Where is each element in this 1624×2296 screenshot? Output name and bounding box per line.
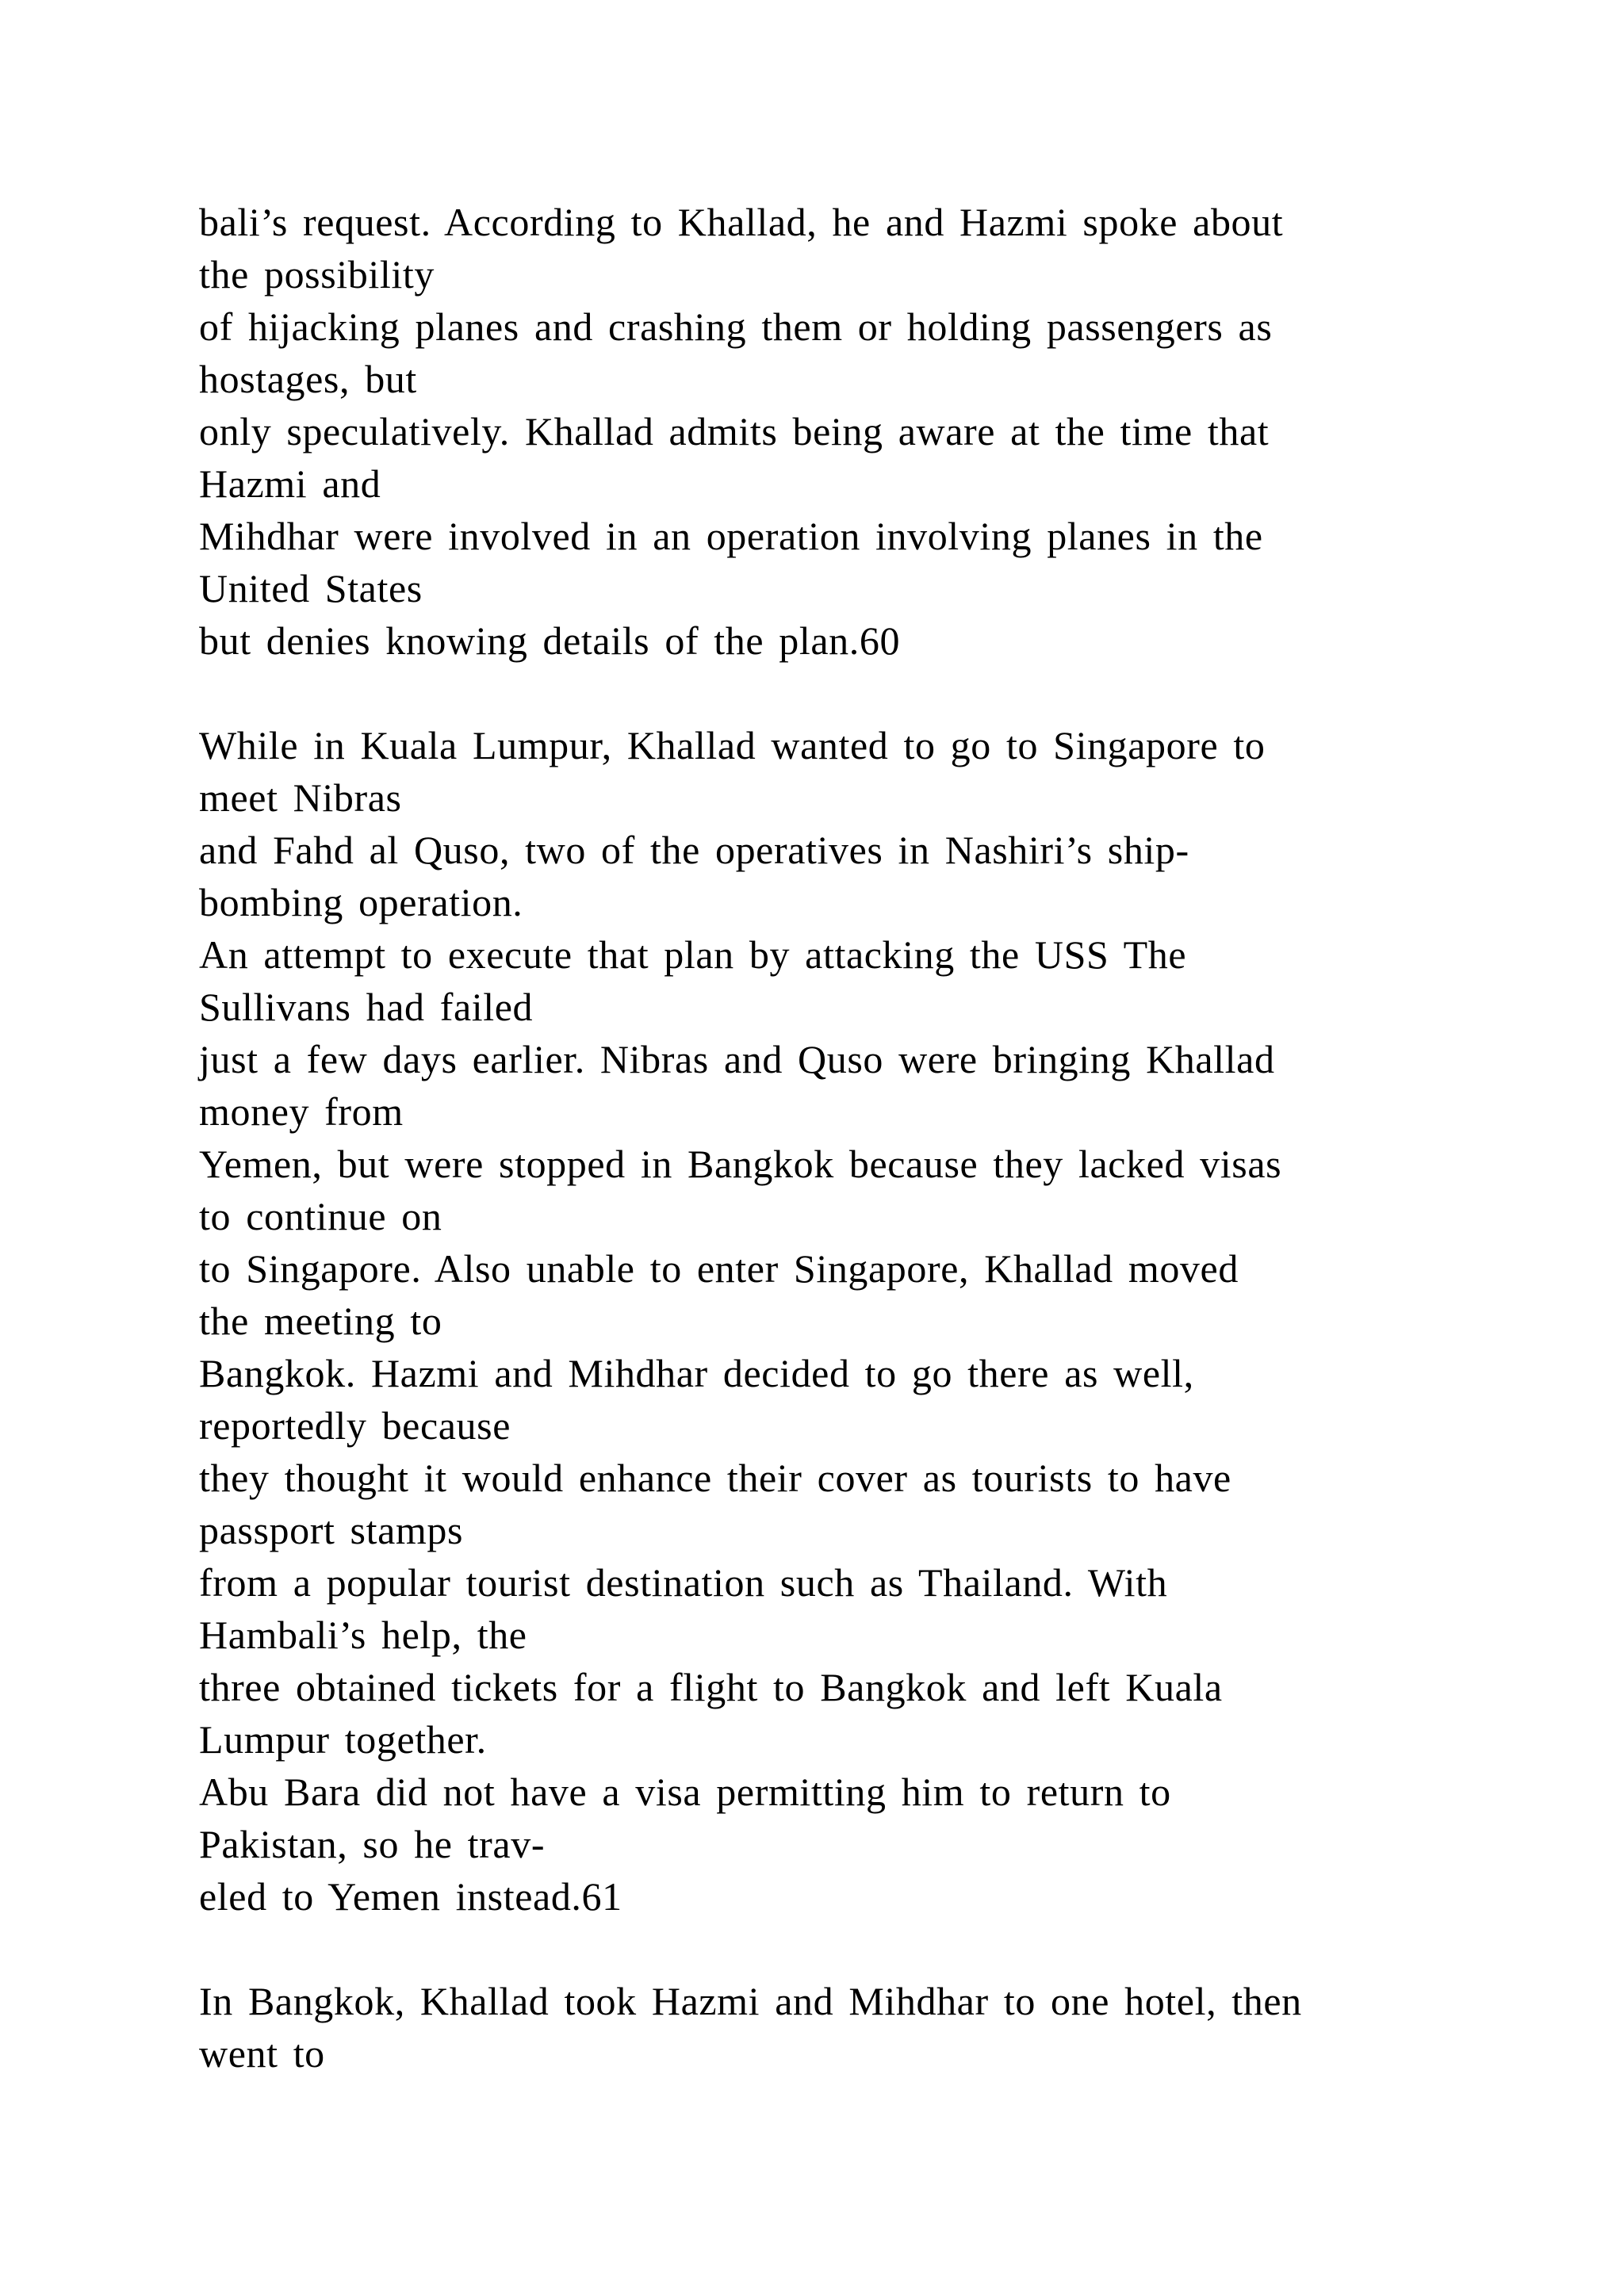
text-line: Pakistan, so he trav- xyxy=(199,1822,546,1866)
text-line: Hambali’s help, the xyxy=(199,1613,527,1657)
text-line: money from xyxy=(199,1089,404,1134)
text-line: three obtained tickets for a flight to Bangkok and left Kuala xyxy=(199,1665,1223,1709)
paragraph xyxy=(199,196,1515,667)
text-line: hostages, but xyxy=(199,357,417,401)
text-line: bombing operation. xyxy=(199,880,523,924)
paragraph xyxy=(199,1975,1515,2080)
text-line: went to xyxy=(199,2031,325,2076)
paragraph-gap xyxy=(199,1923,1515,1975)
text-line: An attempt to execute that plan by attacking the USS The xyxy=(199,932,1187,977)
text-line: only speculatively. Khallad admits being aware at the time that xyxy=(199,409,1270,453)
text-line: Yemen, but were stopped in Bangkok because they lacked visas xyxy=(199,1142,1282,1186)
body-text xyxy=(199,196,1515,2080)
text-line: but denies knowing details of the plan.60 xyxy=(199,618,901,663)
text-line: passport stamps xyxy=(199,1508,464,1552)
paragraph-gap xyxy=(199,667,1515,719)
text-line: the possibility xyxy=(199,252,435,297)
text-line: eled to Yemen instead.61 xyxy=(199,1874,622,1919)
text-line: Mihdhar were involved in an operation involving planes in the xyxy=(199,514,1263,558)
text-line: meet Nibras xyxy=(199,775,402,820)
text-line: of hijacking planes and crashing them or holding passengers as xyxy=(199,304,1273,349)
text-line: Abu Bara did not have a visa permitting him to return to xyxy=(199,1770,1171,1814)
text-line: Sullivans had failed xyxy=(199,985,534,1029)
text-line: the meeting to xyxy=(199,1299,442,1343)
text-line: reportedly because xyxy=(199,1403,511,1448)
text-line: Lumpur together. xyxy=(199,1717,487,1762)
text-line: bali’s request. According to Khallad, he and Hazmi spoke about xyxy=(199,200,1284,244)
text-line: Bangkok. Hazmi and Mihdhar decided to go there as well, xyxy=(199,1351,1194,1395)
text-line: United States xyxy=(199,566,423,610)
text-line: and Fahd al Quso, two of the operatives in Nashiri’s ship- xyxy=(199,828,1189,872)
paragraph xyxy=(199,719,1515,1923)
text-line: from a popular tourist destination such as Thailand. With xyxy=(199,1560,1168,1605)
text-line: Hazmi and xyxy=(199,461,381,506)
text-line: In Bangkok, Khallad took Hazmi and Mihdhar to one hotel, then xyxy=(199,1979,1302,2023)
text-line: just a few days earlier. Nibras and Quso were bringing Khallad xyxy=(199,1037,1275,1081)
text-line: to Singapore. Also unable to enter Singapore, Khallad moved xyxy=(199,1246,1239,1291)
text-line: to continue on xyxy=(199,1194,442,1238)
text-line: While in Kuala Lumpur, Khallad wanted to go to Singapore to xyxy=(199,723,1266,767)
text-line: they thought it would enhance their cover as tourists to have xyxy=(199,1456,1231,1500)
